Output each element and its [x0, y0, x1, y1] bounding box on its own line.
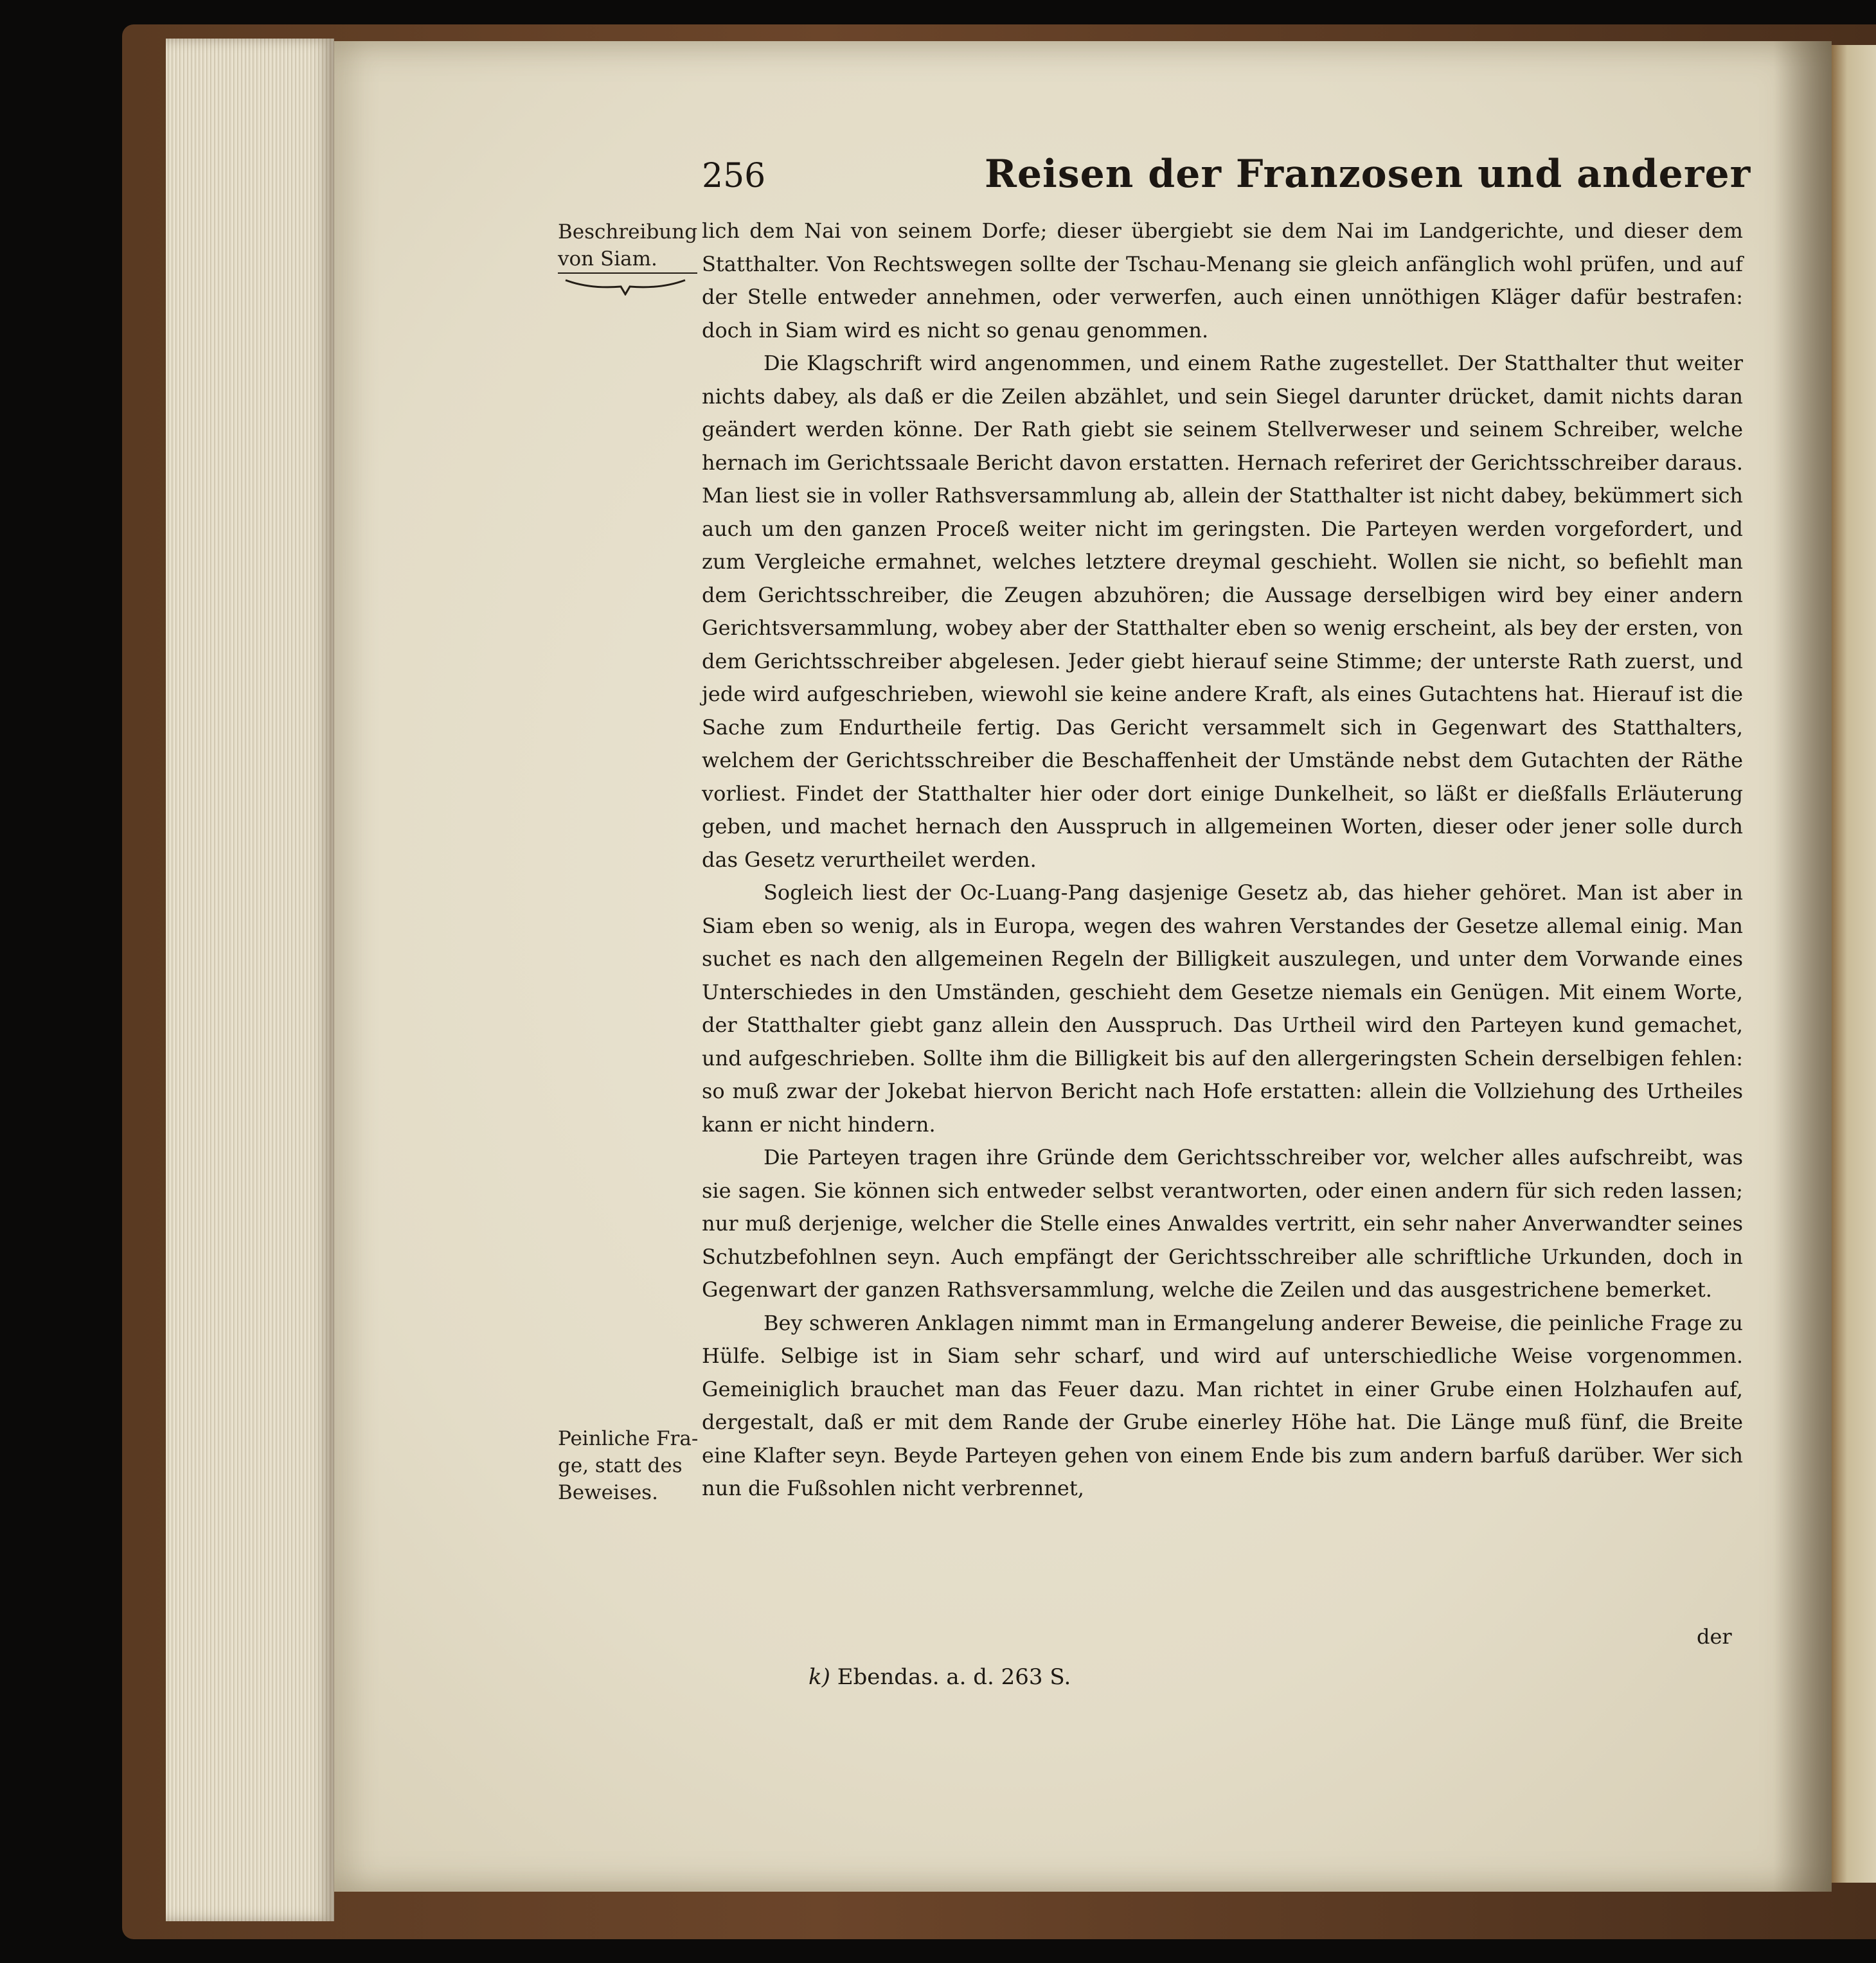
catch-word: der	[1697, 1624, 1732, 1649]
running-title: Reisen der Franzosen und anderer	[985, 152, 1751, 197]
paragraph: Die Klagschrift wird angenommen, und einem Rathe zugestellet. Der Statthalter thut weiter nichts dabey, als daß er die Zeilen abzählet, und sein Siegel darunter drücket, damit nichts daran geändert werden könne. Der Rath giebt sie seinem Stellverweser und seinem Schreiber, welche hernach im Gerichtssaale Bericht davon erstatten. Hernach referiret der Gerichtsschreiber daraus. Man liest sie in voller Rathsversammlung ab, allein der Statthalter ist nicht dabey, bekümmert sich auch um den ganzen Proceß weiter nicht im geringsten. Die Parteyen werden vorgefordert, und zum Vergleiche ermahnet, welches letztere dreymal geschieht. Wollen sie nicht, so befiehlt man dem Gerichtsschreiber, die Zeugen abzuhören; die Aussage derselbigen wird bey einer andern Gerichtsversammlung, wobey aber der Statthalter eben so wenig erscheint, als bey der ersten, von dem Gerichtsschreiber abgelesen. Jeder giebt hierauf seine Stimme; der unterste Rath zuerst, und jede wird aufgeschrieben, wiewohl sie keine andere Kraft, als eines Gutachtens hat. Hierauf ist die Sache zum Endurtheile fertig. Das Gericht versammelt sich in Gegenwart des Statthalters, welchem der Gerichtsschreiber die Beschaffenheit der Umstände nebst dem Gutachten der Räthe vorliest. Findet der Statthalter hier oder dort einige Dunkelheit, so läßt er dießfalls Erläuterung geben, und machet hernach den Ausspruch in allgemeinen Worten, dieser oder jener solle durch das Gesetz verurtheilet werden.	[702, 351, 1743, 872]
footnote-mark: k)	[808, 1664, 830, 1690]
margin-note-line: Peinliche Fra-	[558, 1427, 699, 1450]
margin-note-torture	[558, 1425, 698, 1506]
running-head	[702, 152, 1751, 209]
body-text	[702, 215, 1743, 1834]
margin-note-line: von Siam.	[558, 245, 697, 274]
margin-note-description	[558, 218, 697, 274]
brace-icon	[564, 278, 686, 296]
paragraph: lich dem Nai von seinem Dorfe; dieser übergiebt sie dem Nai im Landgerichte, und dieser dem Statthalter. Von Rechtswegen sollte der Tschau-Menang sie gleich anfänglich wohl prüfen, und auf der Stelle entweder annehmen, oder verwerfen, auch einen unnöthigen Kläger dafür bestrafen: doch in Siam wird es nicht so genau genommen.	[702, 218, 1743, 342]
margin-note-line: Beweises.	[558, 1481, 658, 1504]
footnote-text: Ebendas. a. d. 263 S.	[837, 1664, 1071, 1690]
facing-page-edge	[1832, 45, 1876, 1883]
page-number: 256	[702, 157, 766, 195]
footnote	[808, 1664, 1071, 1690]
paragraph: Bey schweren Anklagen nimmt man in Ermangelung anderer Beweise, die peinliche Frage zu Hülfe. Selbige ist in Siam sehr scharf, und wird auf unterschiedliche Weise vorgenommen. Gemeiniglich brauchet man das Feuer dazu. Man richtet in einer Grube einen Holzhaufen auf, dergestalt, daß er mit dem Rande der Grube einerley Höhe hat. Die Länge muß fünf, die Breite eine Klafter seyn. Beyde Parteyen gehen von einem Ende bis zum andern barfuß darüber. Wer sich nun die Fußsohlen nicht verbrennet,	[702, 1310, 1743, 1500]
margin-note-line: ge, statt des	[558, 1454, 683, 1477]
page-edges	[166, 39, 334, 1921]
paragraph: Die Parteyen tragen ihre Gründe dem Gerichtsschreiber vor, welcher alles aufschreibt, was sie sagen. Sie können sich entweder selbst verantworten, oder einen andern für sich reden lassen; nur muß derjenige, welcher die Stelle eines Anwaldes vertritt, ein sehr naher Anverwandter seines Schutzbefohlnen seyn. Auch empfängt der Gerichtsschreiber alle schriftliche Urkunden, doch in Gegenwart der ganzen Rathsversammlung, welche die Zeilen und das ausgestrichene bemerket.	[702, 1145, 1743, 1302]
paragraph: Sogleich liest der Oc-Luang-Pang dasjenige Gesetz ab, das hieher gehöret. Man ist aber in Siam eben so wenig, als in Europa, wegen des wahren Verstandes der Gesetze allemal einig. Man suchet es nach den allgemeinen Regeln der Billigkeit auszulegen, und unter dem Vorwande eines Unterschiedes in den Umständen, geschieht dem Gesetze niemals ein Genügen. Mit einem Worte, der Statthalter giebt ganz allein den Ausspruch. Das Urtheil wird den Parteyen kund gemachet, und aufgeschrieben. Sollte ihm die Billigkeit bis auf den allergeringsten Schein derselbigen fehlen: so muß zwar der Jokebat hiervon Bericht nach Hofe erstatten: allein die Vollziehung des Urtheiles kann er nicht hindern.	[702, 880, 1743, 1137]
margin-note-line: Beschreibung	[558, 220, 698, 244]
gutter-shadow	[1774, 41, 1832, 1892]
